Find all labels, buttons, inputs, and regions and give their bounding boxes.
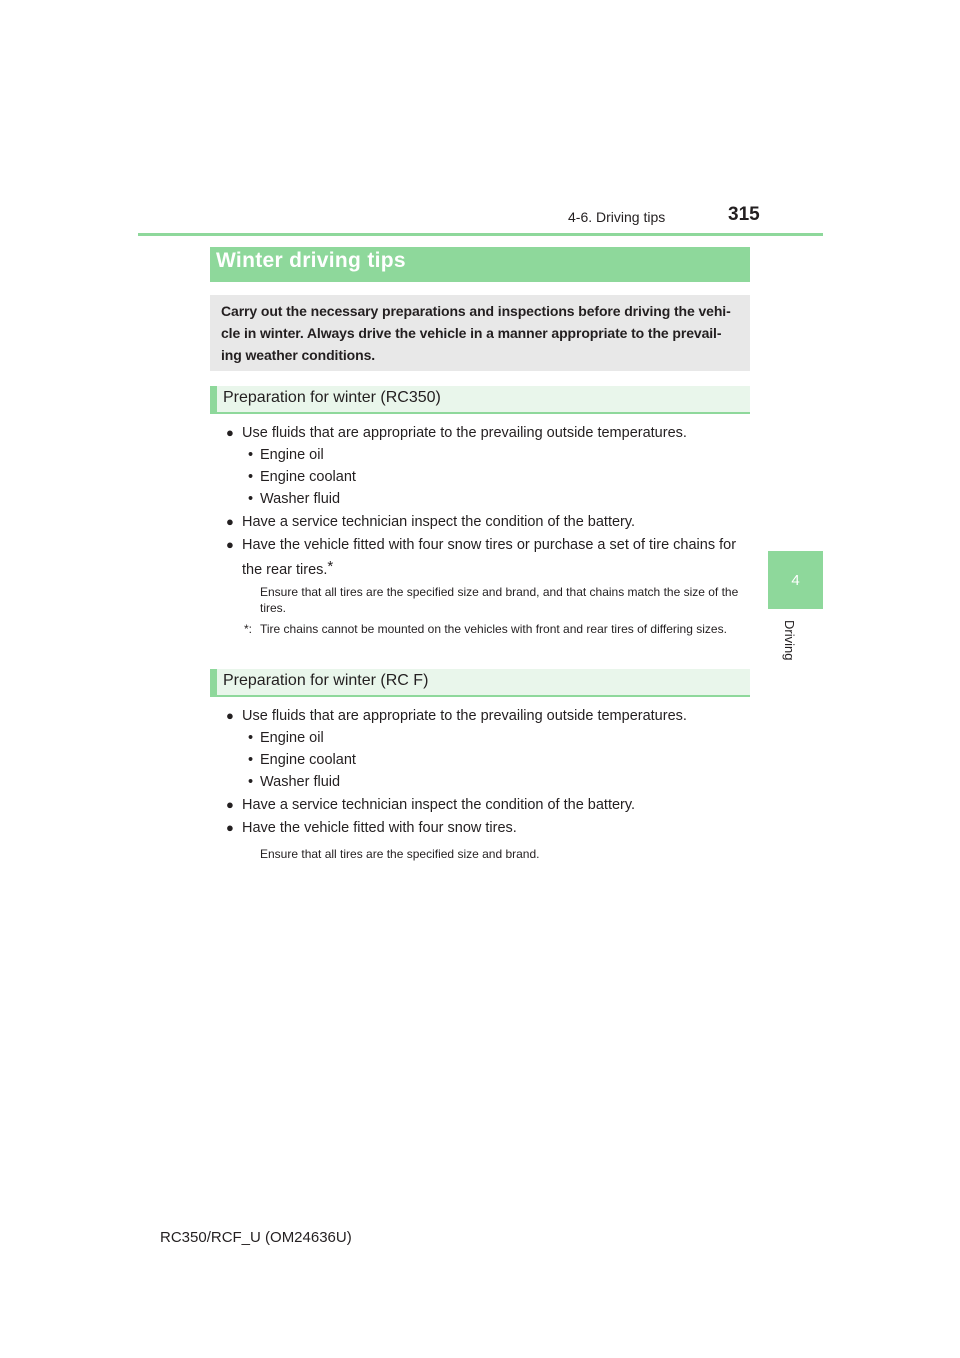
bullet-icon: ●: [226, 820, 234, 835]
intro-text: Carry out the necessary preparations and inspections before driving the vehi-cle in winter. Always drive the vehicle in a manner appropriate to the prevail-ing weather conditions.: [221, 303, 731, 363]
page-number: 315: [728, 204, 760, 225]
sub-bullet-icon: •: [248, 491, 254, 507]
list-item-text-body: Have the vehicle fitted with four snow tires or purchase a set of tire chains for the rear tires.: [242, 537, 737, 578]
note-text: Ensure that all tires are the specified size and brand, and that chains match the size of the tires.: [260, 585, 739, 615]
list-item-text: Use fluids that are appropriate to the prevailing outside temperatures.: [242, 425, 687, 441]
header-rule: [138, 233, 823, 236]
subheading-text: Preparation for winter (RC350): [223, 389, 441, 406]
sub-list-item-text: Engine coolant: [260, 752, 356, 768]
bullet-icon: ●: [226, 708, 234, 723]
list-item-text: [242, 534, 750, 581]
manual-code: RC350/RCF_U (OM24636U): [160, 1229, 352, 1246]
bullet-icon: ●: [226, 797, 234, 812]
sub-list-item-text: Washer fluid: [260, 491, 341, 507]
list-item-text: Have a service technician inspect the condition of the battery.: [242, 514, 636, 530]
footnote-text: Tire chains cannot be mounted on the vehicles with front and rear tires of differing sizes.: [260, 622, 727, 636]
page-title: Winter driving tips: [216, 249, 406, 272]
subheading-text: Preparation for winter (RC F): [223, 672, 429, 689]
sub-list-item-text: Engine coolant: [260, 469, 356, 485]
sub-bullet-icon: •: [248, 752, 254, 768]
sub-list-item-text: Engine oil: [260, 730, 324, 746]
sub-bullet-icon: •: [248, 730, 254, 746]
sub-bullet-icon: •: [248, 447, 254, 463]
intro-box: [210, 295, 750, 371]
sub-list-item-text: Engine oil: [260, 447, 324, 463]
bullet-icon: ●: [226, 537, 234, 552]
note-text: Ensure that all tires are the specified size and brand.: [260, 847, 540, 861]
chapter-tab: [768, 551, 823, 609]
list-item-text: Have a service technician inspect the condition of the battery.: [242, 797, 636, 813]
section-label: 4-6. Driving tips: [568, 209, 666, 225]
sub-list-item-text: Washer fluid: [260, 774, 341, 790]
sub-bullet-icon: •: [248, 469, 254, 485]
footnote-star: *: [327, 558, 334, 575]
chapter-number: 4: [791, 571, 800, 589]
bullet-icon: ●: [226, 514, 234, 529]
sub-bullet-icon: •: [248, 774, 254, 790]
list-item-text: Use fluids that are appropriate to the prevailing outside temperatures.: [242, 708, 687, 724]
list-item-text: Have the vehicle fitted with four snow tires.: [242, 820, 517, 836]
footnote-mark: *:: [244, 622, 253, 636]
bullet-icon: ●: [226, 425, 234, 440]
subheading-rcf: [210, 669, 750, 697]
title-bar: [210, 247, 750, 282]
chapter-label: Driving: [782, 620, 797, 661]
subheading-rc350: [210, 386, 750, 414]
